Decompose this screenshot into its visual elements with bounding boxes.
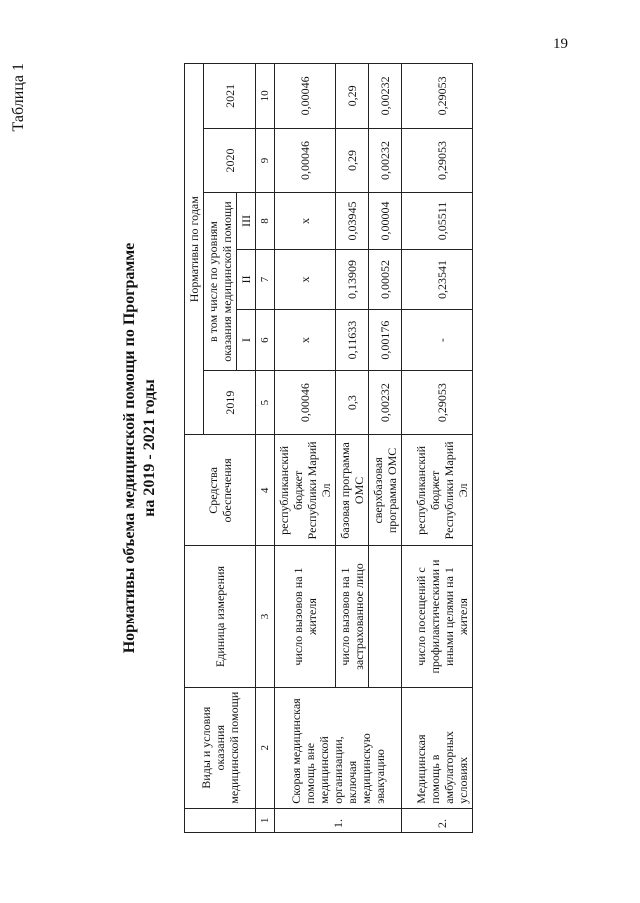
col-index: 7	[256, 249, 275, 310]
row-unit	[369, 546, 402, 687]
col-index: 5	[256, 370, 275, 435]
table-title	[120, 63, 160, 833]
value-level-1: -	[402, 310, 473, 371]
header-norms: Нормативы по годам	[185, 64, 204, 435]
value-level-1: 0,11633	[336, 310, 369, 371]
header-empty	[185, 808, 256, 832]
value-level-2: 0,13909	[336, 249, 369, 310]
header-2019: 2019	[204, 370, 256, 435]
value-level-3: 0,05511	[402, 193, 473, 250]
value-level-3: х	[275, 193, 336, 250]
page-number: 19	[553, 36, 568, 52]
value-2019: 0,29053	[402, 370, 473, 435]
value-2019: 0,00046	[275, 370, 336, 435]
header-level-1: I	[237, 310, 256, 371]
col-index: 4	[256, 435, 275, 546]
value-2019: 0,3	[336, 370, 369, 435]
value-2021: 0,29053	[402, 64, 473, 129]
header-levels: в том числе по уровням оказания медицинской помощи	[204, 193, 237, 371]
header-kinds: Виды и условия оказания медицинской помощи	[185, 687, 256, 808]
value-level-3: 0,03945	[336, 193, 369, 250]
table-row	[275, 64, 336, 833]
col-index: 1	[256, 808, 275, 832]
header-row-1	[185, 64, 204, 833]
row-unit: число вызовов на 1 застрахованное лицо	[336, 546, 369, 687]
header-level-3: III	[237, 193, 256, 250]
value-2020: 0,29053	[402, 128, 473, 193]
value-2021: 0,29	[336, 64, 369, 129]
header-source: Средства обеспечения	[185, 435, 256, 546]
table-body	[275, 64, 473, 833]
title-line-1: Нормативы объема медицинской помощи по Программе	[121, 242, 138, 654]
value-2020: 0,00046	[275, 128, 336, 193]
col-index: 3	[256, 546, 275, 687]
value-2021: 0,00046	[275, 64, 336, 129]
row-source: сверхбазовая программа ОМС	[369, 435, 402, 546]
row-source: базовая программа ОМС	[336, 435, 369, 546]
row-number: 2.	[402, 808, 473, 832]
row-unit: число посещений с профилактическими и иными целями на 1 жителя	[402, 546, 473, 687]
col-index: 9	[256, 128, 275, 193]
value-2020: 0,00232	[369, 128, 402, 193]
value-level-2: 0,00052	[369, 249, 402, 310]
title-line-2: на 2019 - 2021 годы	[141, 379, 158, 517]
header-unit: Единица измерения	[185, 546, 256, 687]
row-source: республиканский бюджет Республики Марий Эл	[275, 435, 336, 546]
table-row	[402, 64, 473, 833]
header-2020: 2020	[204, 128, 256, 193]
col-index: 8	[256, 193, 275, 250]
header-level-2: II	[237, 249, 256, 310]
row-number: 1.	[275, 808, 402, 832]
value-level-2: 0,23541	[402, 249, 473, 310]
col-index: 10	[256, 64, 275, 129]
row-kind: Медицинская помощь в амбулаторных условиях	[402, 687, 473, 808]
value-level-3: 0,00004	[369, 193, 402, 250]
value-2020: 0,29	[336, 128, 369, 193]
norms-table	[184, 63, 473, 833]
col-index: 6	[256, 310, 275, 371]
row-source: республиканский бюджет Республики Марий Эл	[402, 435, 473, 546]
value-level-1: х	[275, 310, 336, 371]
value-2021: 0,00232	[369, 64, 402, 129]
row-unit: число вызовов на 1 жителя	[275, 546, 336, 687]
header-2021: 2021	[204, 64, 256, 129]
table-area	[10, 63, 473, 833]
column-index-row	[256, 64, 275, 833]
value-2019: 0,00232	[369, 370, 402, 435]
value-level-1: 0,00176	[369, 310, 402, 371]
col-index: 2	[256, 687, 275, 808]
table-label: Таблица 1	[10, 63, 27, 132]
row-kind: Скорая медицинская помощь вне медицинской организации, включая медицинскую эвакуацию	[275, 687, 402, 808]
value-level-2: х	[275, 249, 336, 310]
